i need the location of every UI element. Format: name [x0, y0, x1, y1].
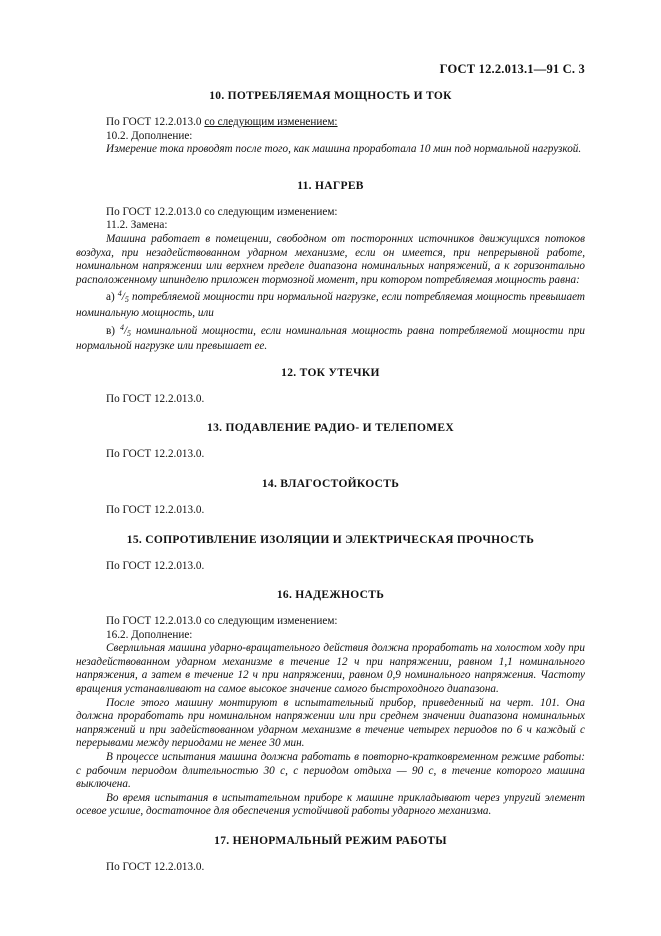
section-12-title: 12. ТОК УТЕЧКИ	[281, 366, 380, 379]
section-16	[76, 589, 585, 819]
section-15-title: 15. СОПРОТИВЛЕНИЕ ИЗОЛЯЦИИ И ЭЛЕКТРИЧЕСКАЯ ПРОЧНОСТЬ	[126, 533, 535, 546]
section-14-title: 14. ВЛАГОСТОЙКОСТЬ	[261, 477, 400, 490]
section-13	[76, 422, 585, 462]
section-12-paragraph-1: По ГОСТ 12.2.013.0.	[106, 392, 205, 405]
section-17-paragraph-1: По ГОСТ 12.2.013.0.	[106, 861, 205, 873]
section-16-paragraph-5: В процессе испытания машина должна работать в повторно-кратковременном режиме работы: с рабочим периодом длительностью 30 с, с периодом отдыха — 90 с, в течение которого машина выключена.	[76, 751, 585, 791]
section-10-title: 10. ПОТРЕБЛЯЕМАЯ МОЩНОСТЬ И ТОК	[209, 90, 452, 102]
section-12	[76, 367, 585, 407]
fraction-four-fifths: $^4/_5$	[119, 322, 132, 338]
section-10-change-note: со следующим изменением:	[204, 116, 338, 128]
section-17-title: 17. НЕНОРМАЛЬНЫЙ РЕЖИМ РАБОТЫ	[214, 835, 447, 847]
section-15-paragraph-1: По ГОСТ 12.2.013.0.	[106, 559, 205, 572]
section-16-title: 16. НАДЕЖНОСТЬ	[276, 589, 385, 602]
section-13-paragraph-1: По ГОСТ 12.2.013.0.	[106, 448, 205, 461]
section-16-paragraph-3: Сверлильная машина ударно-вращательного действия должна проработать на холостом ходу при незадействованном ударном механизме в течение 12 ч при напряжении, равном 1,1 номинального напряжения, а затем в течение 12 ч при напряжении, равном 0,9 номинального напряжения. Частоту вращения устанавливают на самое высокое значение самого быстроходного диапазона.	[76, 642, 585, 696]
section-11-item-a	[76, 287, 585, 320]
section-10-ref: По ГОСТ 12.2.013.0	[106, 116, 205, 128]
item-a-label: а)	[106, 291, 118, 304]
section-16-paragraph-6: Во время испытания в испытательном приборе к машине прикладывают через упругий элемент осевое усилие, достаточное для обеспечения устойчивой работы ударного механизма.	[76, 791, 585, 818]
section-11-title: 11. НАГРЕВ	[297, 179, 364, 192]
section-17	[76, 835, 585, 875]
item-b-text: номинальной мощности, если номинальная мощность равна потребляемой мощности при нормальной нагрузке или превышает ее.	[76, 324, 586, 353]
section-16-paragraph-2: 16.2. Дополнение:	[106, 628, 193, 641]
section-11-paragraph-3: Машина работает в помещении, свободном от посторонних источников движущихся потоков воздуха, при незадействованном ударном механизме, если он имеется, при непрерывной работе, номинальном напряжении или верхнем пределе диапазона номинальных напряжений, а к горизонтально расположенному шпинделю приложен тормозной момент, при котором потребляемая мощность равна:	[76, 232, 585, 286]
item-b-label: в)	[106, 324, 120, 337]
section-11-item-b	[76, 321, 585, 354]
section-11-paragraph-1: По ГОСТ 12.2.013.0 со следующим изменением:	[106, 205, 338, 218]
section-16-paragraph-1: По ГОСТ 12.2.013.0 со следующим изменением:	[106, 615, 338, 628]
section-16-paragraph-4: После этого машину монтируют в испытательный прибор, приведенный на черт. 101. Она должна проработать при номинальном напряжении или при среднем значении диапазона номинальных напряжений и при задействованном ударном механизме в течение четырех периодов по 6 ч каждый с перерывами между периодами не менее 30 мин.	[76, 696, 585, 750]
section-13-title: 13. ПОДАВЛЕНИЕ РАДИО- И ТЕЛЕПОМЕХ	[207, 422, 454, 435]
section-15	[76, 534, 585, 574]
section-10-paragraph-3: Измерение тока проводят после того, как машина проработала 10 мин под нормальной нагрузкой.	[106, 143, 582, 156]
section-14-paragraph-1: По ГОСТ 12.2.013.0.	[106, 503, 205, 516]
section-11-paragraph-2: 11.2. Замена:	[106, 219, 168, 232]
page-content	[76, 90, 585, 875]
section-11	[76, 180, 585, 354]
section-10-paragraph-1	[76, 116, 585, 130]
section-10-paragraph-2: 10.2. Дополнение:	[106, 129, 193, 142]
item-a-text: потребляемой мощности при нормальной нагрузке, если потребляемая мощность превышает номинальную мощность, или	[76, 291, 585, 319]
section-14	[76, 478, 585, 518]
page-header: ГОСТ 12.2.013.1—91 С. 3	[439, 62, 585, 76]
section-10	[76, 90, 585, 157]
fraction-four-fifths: $^4/_5$	[117, 289, 129, 305]
